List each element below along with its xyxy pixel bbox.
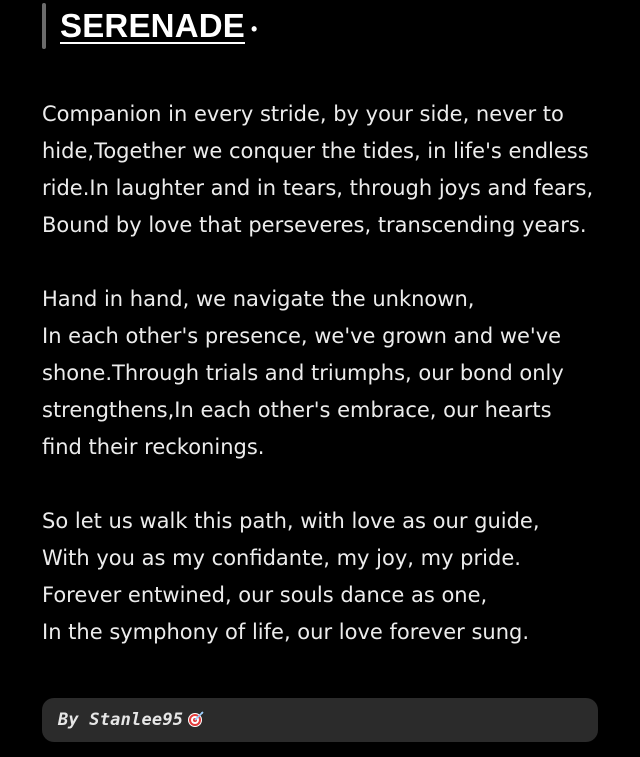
byline-text: By Stanlee95 — [58, 710, 184, 730]
poem-line: Hand in hand, we navigate the unknown, — [42, 287, 475, 311]
title-bullet: • — [250, 19, 258, 39]
poem-body — [42, 96, 612, 651]
poem-line: Forever entwined, our souls dance as one, — [42, 583, 488, 607]
stanza-1 — [42, 96, 612, 244]
poem-line: With you as my confidante, my joy, my pride. — [42, 546, 521, 570]
poem-line: So let us walk this path, with love as our guide, — [42, 509, 540, 533]
title-block — [42, 3, 258, 49]
poem-line: ride.In laughter and in tears, through joys and fears, — [42, 176, 594, 200]
byline-bar — [42, 698, 598, 742]
page-title — [60, 7, 258, 45]
poem-line: find their reckonings. — [42, 435, 265, 459]
stanza-3 — [42, 503, 612, 651]
poem-line: Companion in every stride, by your side, never to — [42, 102, 564, 126]
poem-line: In each other's presence, we've grown and we've — [42, 324, 562, 348]
poem-line: In the symphony of life, our love forever sung. — [42, 620, 530, 644]
poem-line: strengthens,In each other's embrace, our hearts — [42, 398, 552, 422]
poem-line: hide,Together we conquer the tides, in life's endless — [42, 139, 589, 163]
target-icon — [187, 710, 205, 728]
poem-line: Bound by love that perseveres, transcending years. — [42, 213, 587, 237]
byline — [58, 710, 205, 730]
title-text: SERENADE — [60, 7, 245, 44]
stanza-2 — [42, 281, 612, 466]
poem-line: shone.Through trials and triumphs, our bond only — [42, 361, 564, 385]
title-accent-bar — [42, 3, 46, 49]
